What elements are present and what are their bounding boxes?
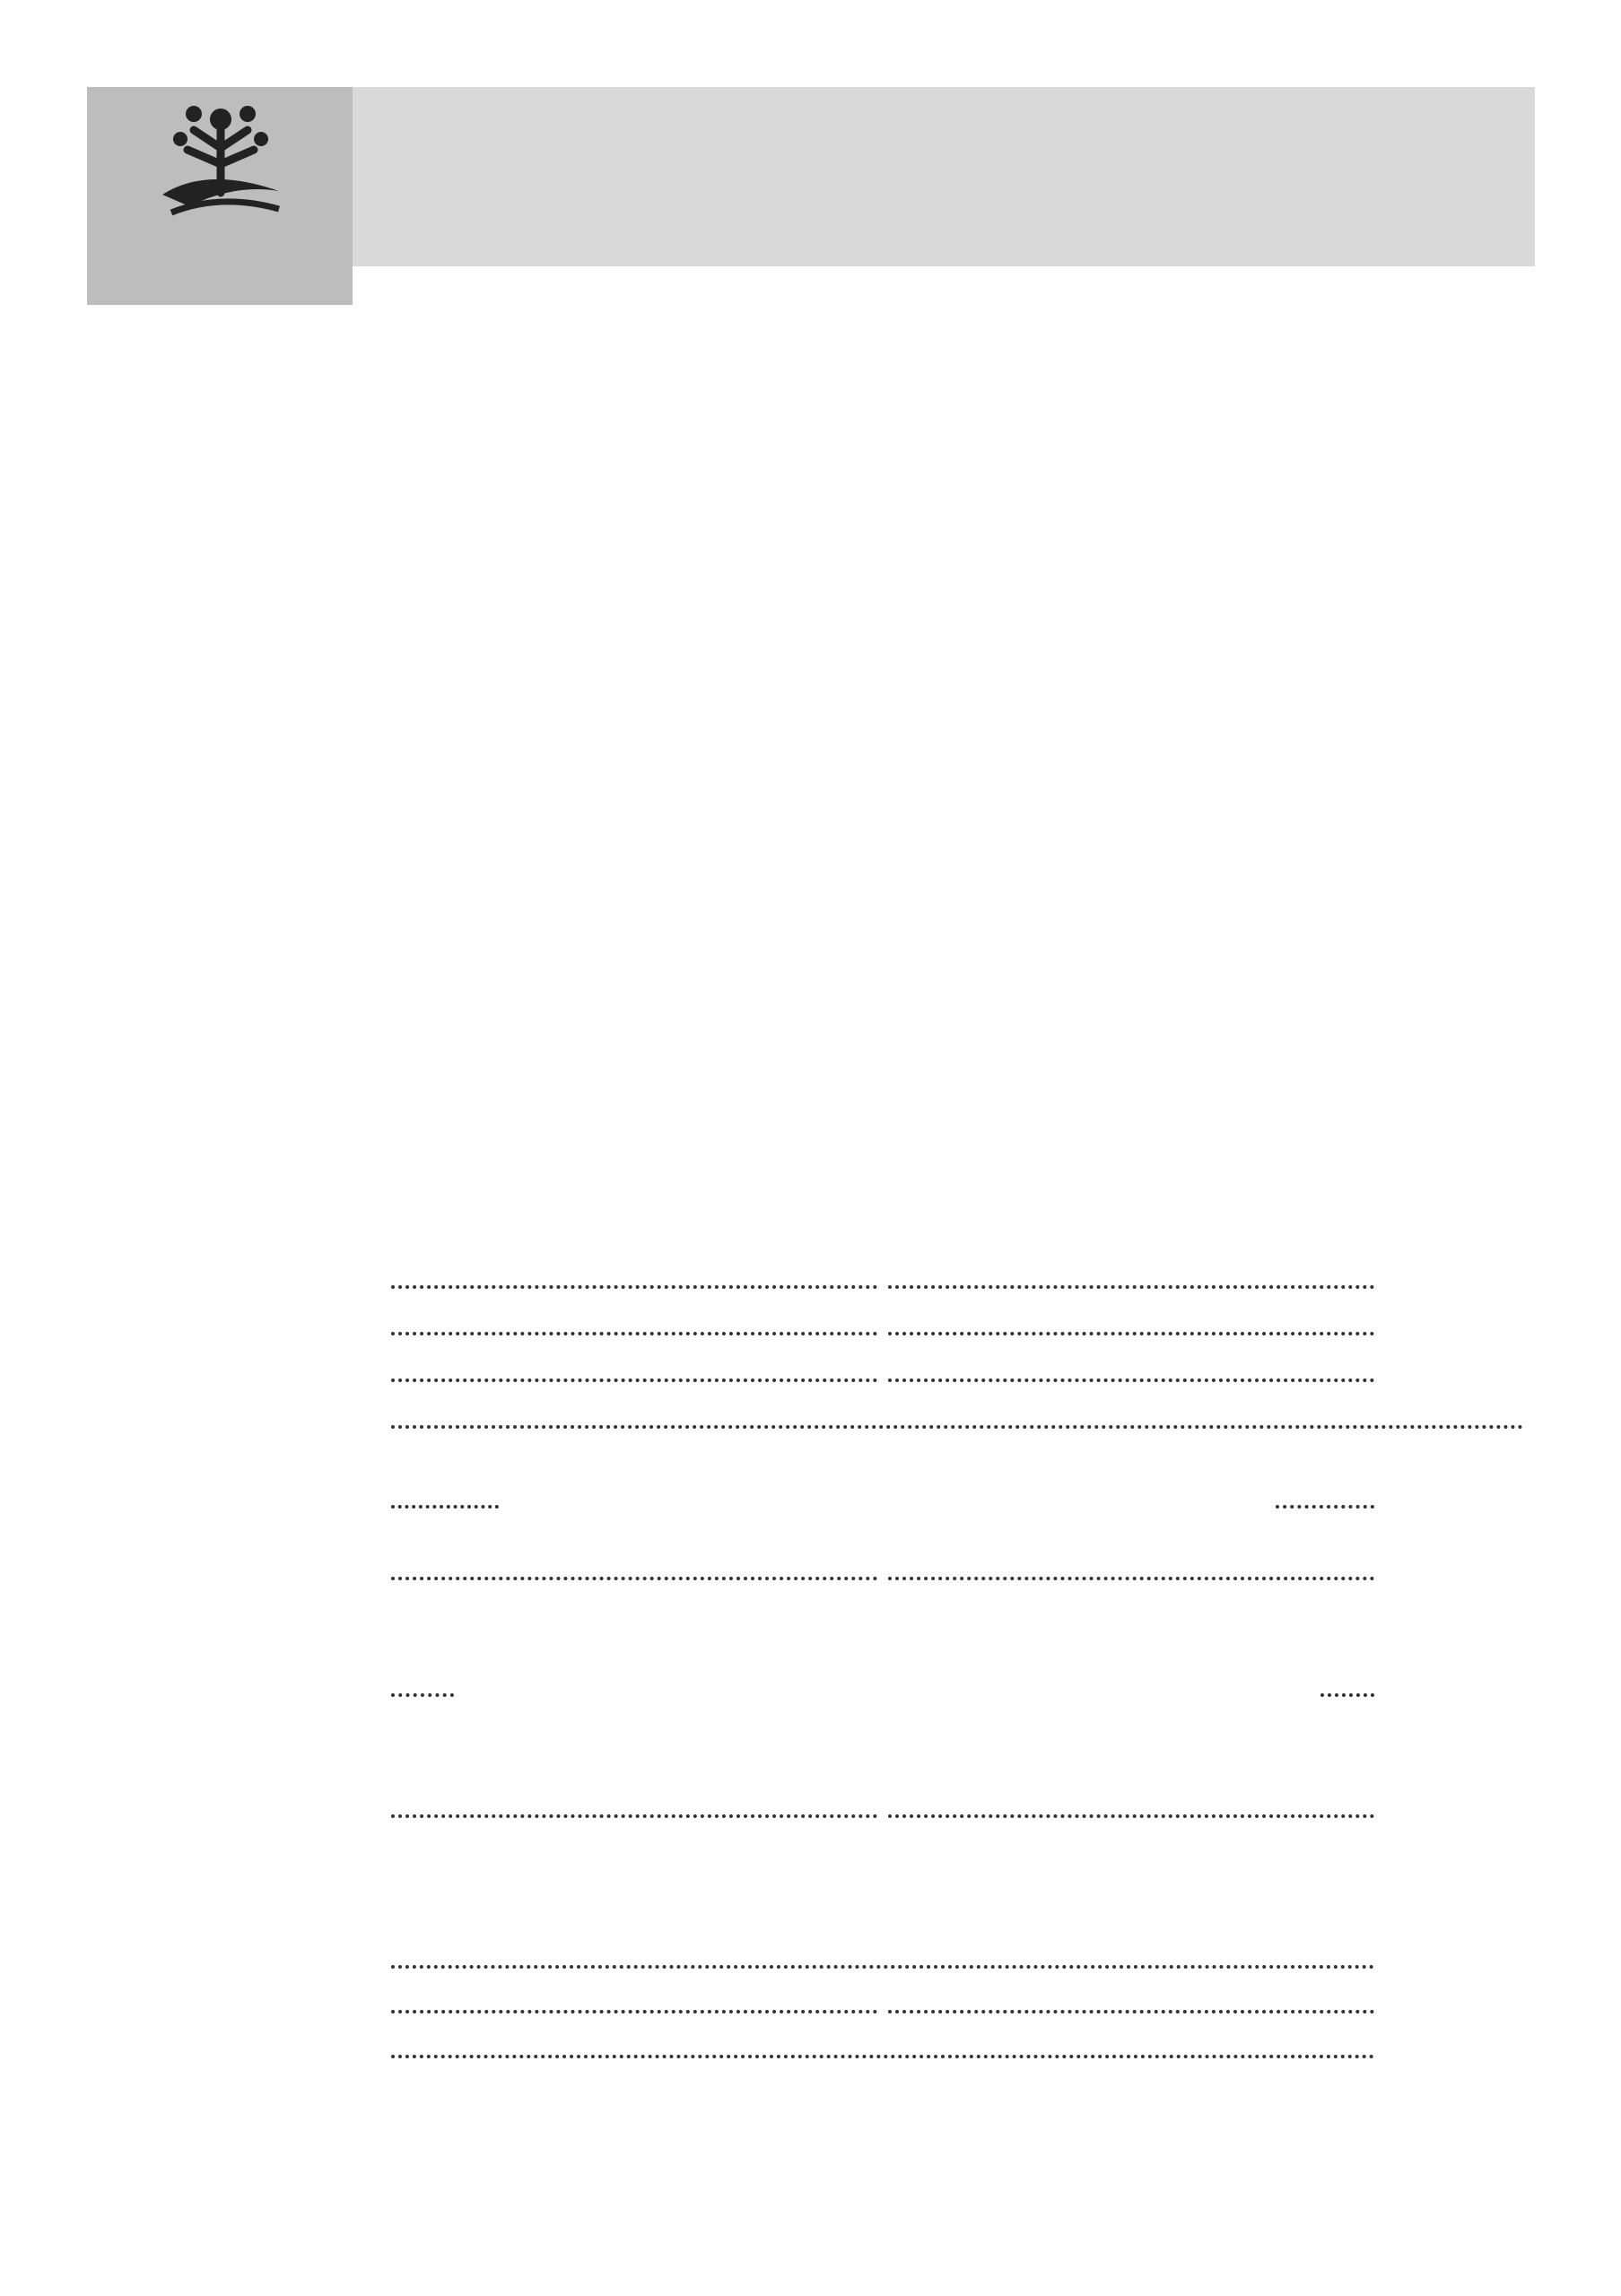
bulletin-header: [87, 87, 1535, 305]
order-hymn-2: [111, 1785, 1529, 1830]
sermon-preacher-2: [1295, 1718, 1529, 1762]
order-offering: [111, 1861, 1529, 1906]
church-logo: [87, 87, 353, 305]
order-announcements: [111, 1349, 1529, 1394]
order-choir: [111, 1547, 1529, 1592]
order-benediction: [111, 2025, 1529, 2070]
order-creed: [111, 1256, 1529, 1300]
order-prayer: [111, 1396, 1529, 1440]
order-hymn: [111, 1302, 1529, 1347]
order-prayer-2: [111, 1935, 1529, 1980]
sermon-preacher-1: [1295, 1638, 1529, 1683]
order-scripture: [111, 1475, 1529, 1520]
church-emblem-icon: [153, 94, 288, 229]
order-sending-hymn: [111, 1980, 1529, 2025]
info-bar: [353, 266, 1535, 305]
